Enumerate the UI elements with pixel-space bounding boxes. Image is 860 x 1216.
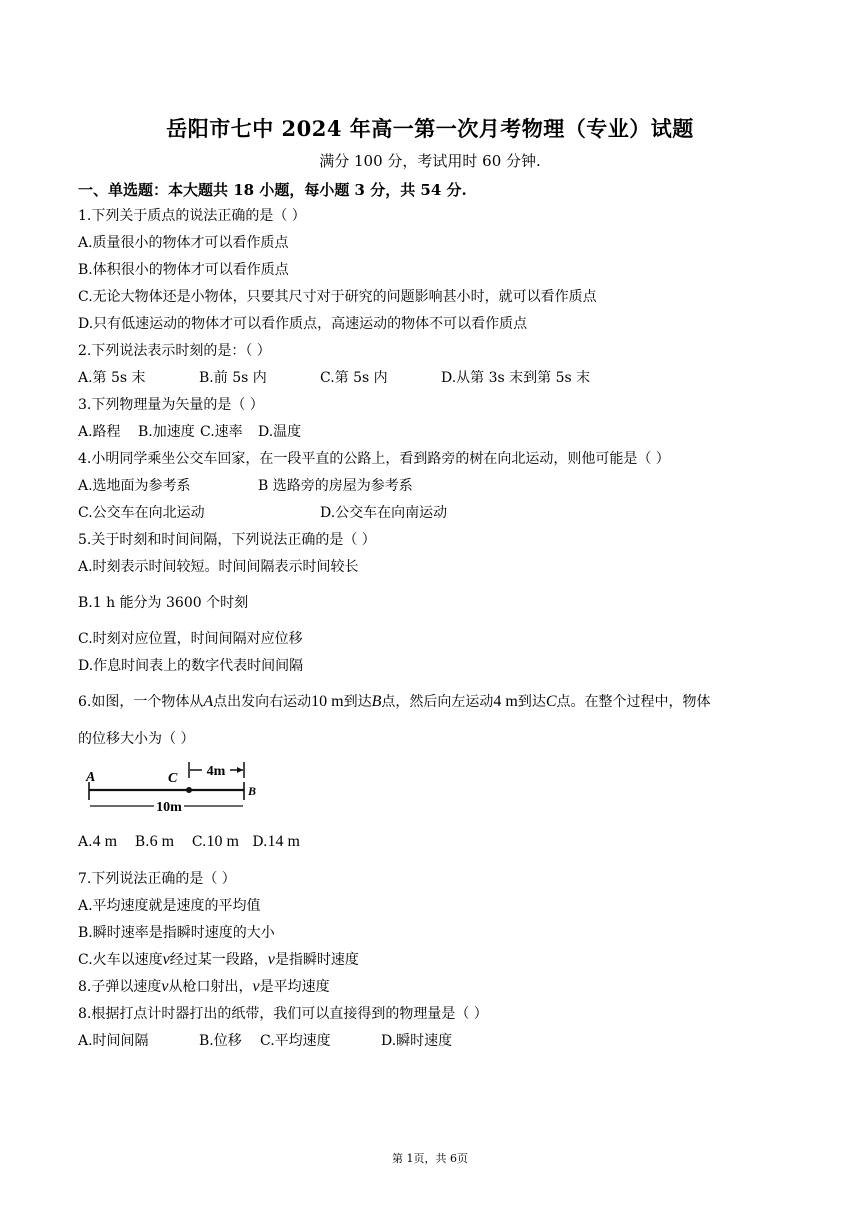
- q7-option-c: [78, 950, 359, 970]
- q6-option-b-value: 6 m: [149, 833, 175, 850]
- q4-stem: 4.小明同学乘坐公交车回家，在一段平直的公路上，看到路旁的树在向北运动，则他可能是（ ）: [78, 451, 670, 467]
- q6-option-d-value: 14 m: [267, 833, 300, 850]
- q3-option-c: C.速率: [200, 424, 243, 440]
- q3-option-b: B.加速度: [138, 424, 195, 440]
- q4-option-c: C.公交车在向北运动: [78, 505, 205, 521]
- q8-option-d: D.瞬时速度: [381, 1033, 453, 1049]
- q3-option-d: D.温度: [258, 424, 302, 440]
- section-heading: 一、单选题：本大题共 18 小题，每小题 3 分，共 54 分.: [78, 181, 467, 199]
- q7-option-c-text: 是指瞬时速度: [274, 952, 359, 968]
- q1-option-a: A.质量很小的物体才可以看作质点: [78, 235, 289, 251]
- page-title: 岳阳市七中 2024 年高一第一次月考物理（专业）试题: [166, 116, 694, 141]
- q8-option-a: A.时间间隔: [78, 1033, 149, 1049]
- q2-option-d: D.从第 3s 末到第 5s 末: [441, 370, 591, 386]
- q2-option-a: A.第 5s 末: [78, 370, 146, 386]
- q6-stem: [78, 692, 711, 712]
- q6-option-a-value: 4 m: [92, 833, 118, 850]
- q6-option-c-value: 10 m: [206, 833, 239, 850]
- q5-option-c: C.时刻对应位置，时间间隔对应位移: [78, 631, 303, 647]
- q6-stem-text: 点。在整个过程中，物体: [556, 694, 711, 710]
- q7-option-d: [78, 977, 330, 997]
- q6-option-b: B.: [134, 834, 150, 850]
- q6-stem-line2: 的位移大小为（ ）: [78, 731, 195, 747]
- q7-option-c-v: v: [267, 951, 275, 968]
- q6-figure-label-c: C: [168, 771, 178, 786]
- q2-option-c: C.第 5s 内: [320, 370, 388, 386]
- q3-stem: 3.下列物理量为矢量的是（ ）: [78, 397, 264, 413]
- q2-stem: 2.下列说法表示时刻的是：（ ）: [78, 343, 271, 359]
- q1-option-b: B.体积很小的物体才可以看作质点: [78, 262, 289, 278]
- q6-figure-4m-arrowhead: [237, 767, 243, 773]
- q1-option-c: C.无论大物体还是小物体，只要其尺寸对于研究的问题影响甚小时，就可以看作质点: [78, 289, 597, 305]
- q6-figure-label-10m: 10m: [156, 800, 182, 815]
- q1-stem: 1.下列关于质点的说法正确的是（ ）: [78, 208, 306, 224]
- q7-option-d-text: 是平均速度: [259, 979, 330, 995]
- q2-option-b: B.前 5s 内: [199, 370, 267, 386]
- q6-stem-text: 点，然后向左运动: [381, 694, 494, 710]
- q6-option-a: A.: [78, 834, 93, 850]
- q6-point-b: B: [371, 693, 382, 710]
- q5-stem: 5.关于时刻和时间间隔，下列说法正确的是（ ）: [78, 532, 376, 548]
- q5-option-b: B.1 h 能分为 3600 个时刻: [78, 595, 249, 611]
- q6-stem-text: 到达: [343, 694, 372, 710]
- q7-option-d-text: 8.子弹以速度: [78, 979, 162, 995]
- q7-option-c-v: v: [162, 951, 170, 968]
- q8-stem: 8.根据打点计时器打出的纸带，我们可以直接得到的物理量是（ ）: [78, 1006, 488, 1022]
- q7-option-d-v: v: [161, 978, 169, 995]
- q6-stem-text: 点出发向右运动: [213, 694, 312, 710]
- q6-distance-1: 10 m: [311, 693, 344, 710]
- q7-option-a: A.平均速度就是速度的平均值: [78, 898, 261, 914]
- q6-figure-label-b: B: [248, 784, 257, 798]
- q4-option-b: B 选路旁的房屋为参考系: [258, 478, 413, 494]
- q7-option-c-text: 经过某一段路，: [169, 952, 268, 968]
- exam-info: 满分 100 分，考试用时 60 分钟.: [319, 152, 541, 170]
- q7-option-c-text: C.火车以速度: [78, 952, 163, 968]
- q7-stem: 7.下列说法正确的是（ ）: [78, 871, 236, 887]
- q3-option-a: A.路程: [78, 424, 121, 440]
- q7-option-d-text: 从枪口射出，: [168, 979, 253, 995]
- q7-option-d-v: v: [252, 978, 260, 995]
- page-footer: 第 1页，共 6页: [392, 1152, 468, 1165]
- q4-option-d: D.公交车在向南运动: [320, 505, 448, 521]
- q6-options: [78, 832, 300, 852]
- q6-point-c: C: [545, 693, 557, 710]
- q1-option-d: D.只有低速运动的物体才可以看作质点，高速运动的物体不可以看作质点: [78, 316, 528, 332]
- q6-distance-2: 4 m: [493, 693, 518, 710]
- q6-point-a: A: [203, 693, 214, 710]
- q6-stem-text: 6.如图，一个物体从: [78, 694, 204, 710]
- q8-option-c: C.平均速度: [260, 1033, 331, 1049]
- q5-option-d: D.作息时间表上的数字代表时间间隔: [78, 658, 304, 674]
- q7-option-b: B.瞬时速率是指瞬时速度的大小: [78, 925, 275, 941]
- q6-figure-label-4m: 4m: [206, 764, 226, 779]
- q6-figure-diagram: [84, 760, 274, 816]
- q6-figure-label-a: A: [86, 770, 96, 785]
- q6-figure-point-c: [186, 787, 192, 793]
- q6-option-d: D.: [252, 834, 268, 850]
- q4-option-a: A.选地面为参考系: [78, 478, 191, 494]
- q6-option-c: C.: [191, 834, 207, 850]
- q5-option-a: A.时刻表示时间较短。时间间隔表示时间较长: [78, 559, 359, 575]
- q8-option-b: B.位移: [199, 1033, 242, 1049]
- q6-stem-text: 到达: [517, 694, 546, 710]
